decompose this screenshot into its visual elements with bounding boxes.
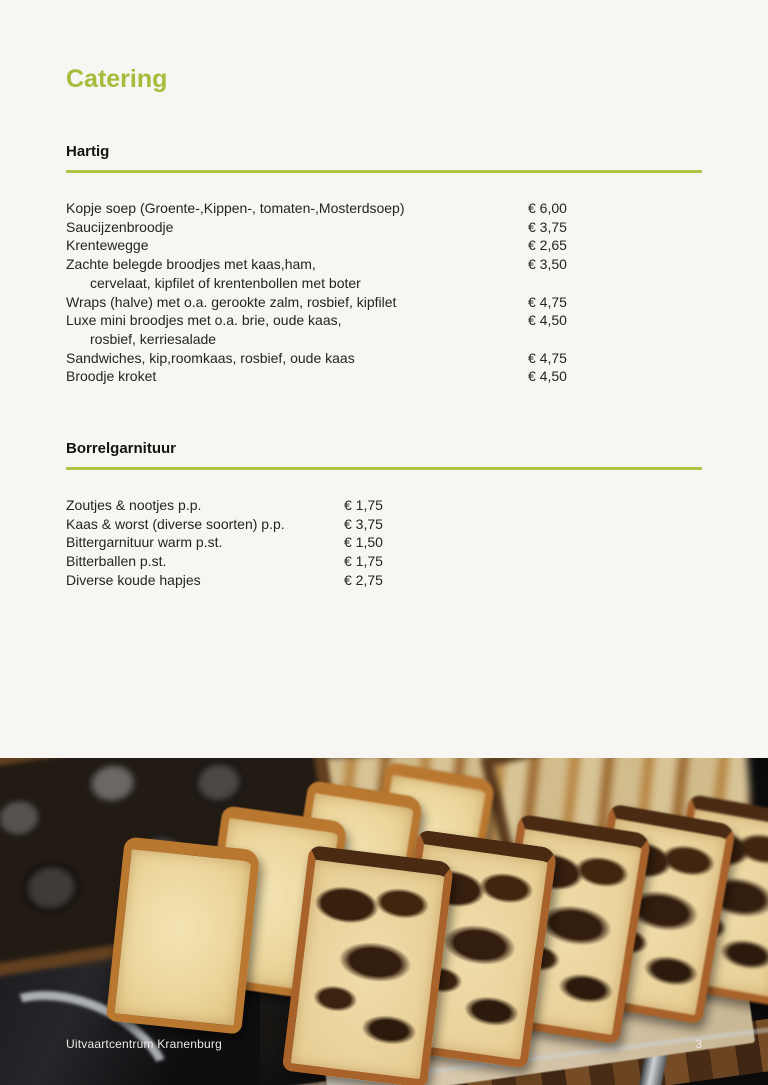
menu-item-price: € 1,75 — [344, 497, 383, 513]
menu-item — [66, 236, 702, 255]
menu-item-name: Saucijzenbroodje — [66, 218, 174, 235]
menu-item-name: Zoutjes & nootjes p.p. — [66, 497, 202, 513]
menu-item-name: Bittergarnituur warm p.st. — [66, 534, 223, 551]
menu-item-name: Krentewegge — [66, 237, 149, 254]
menu-item — [66, 311, 702, 348]
menu-item — [66, 367, 702, 386]
menu-item-price: € 3,75 — [344, 515, 383, 532]
footer-company-name: Uitvaartcentrum Kranenburg — [66, 1037, 222, 1051]
menu-item-name: Kopje soep (Groente-,Kippen-, tomaten-,Mosterdsoep) — [66, 200, 405, 216]
menu-item — [66, 349, 702, 368]
catering-photo — [0, 758, 768, 1085]
footer-page-number: 3 — [695, 1037, 702, 1051]
menu-item-name: Kaas & worst (diverse soorten) p.p. — [66, 515, 285, 532]
menu-item — [66, 255, 702, 292]
menu-item-price: € 2,65 — [528, 237, 567, 254]
menu-item — [66, 218, 702, 237]
menu-item-price: € 6,00 — [528, 200, 567, 216]
menu-item-name: Diverse koude hapjes — [66, 571, 201, 588]
menu-item — [66, 293, 702, 312]
menu-item-price: € 3,50 — [528, 256, 567, 273]
menu-item — [66, 533, 702, 552]
menu-item-name: Luxe mini broodjes met o.a. brie, oude kaas, rosbief, kerriesalade — [66, 312, 342, 347]
section-divider — [66, 467, 702, 470]
menu-item — [66, 571, 702, 590]
menu-item-name: Wraps (halve) met o.a. gerookte zalm, rosbief, kipfilet — [66, 293, 397, 310]
menu-item — [66, 552, 702, 571]
section-divider — [66, 170, 702, 173]
menu-item-name: Zachte belegde broodjes met kaas,ham, cervelaat, kipfilet of krentenbollen met boter — [66, 256, 361, 291]
menu-item-price: € 4,75 — [528, 293, 567, 310]
cake-slice — [106, 836, 261, 1034]
menu-list-hartig — [66, 199, 702, 386]
menu-item-price: € 1,75 — [344, 553, 383, 570]
menu-item-name: Bitterballen p.st. — [66, 553, 167, 570]
section-heading-borrelgarnituur: Borrelgarnituur — [66, 440, 177, 457]
menu-list-borrelgarnituur — [66, 496, 702, 590]
menu-item — [66, 515, 702, 534]
page-title: Catering — [66, 65, 168, 93]
menu-item — [66, 496, 702, 515]
menu-item-price: € 4,50 — [528, 368, 567, 385]
menu-item — [66, 199, 702, 218]
menu-item-price: € 3,75 — [528, 218, 567, 235]
menu-item-price: € 4,75 — [528, 349, 567, 366]
marble-cake-slice — [282, 845, 455, 1085]
menu-item-price: € 4,50 — [528, 312, 567, 329]
section-heading-hartig: Hartig — [66, 143, 110, 160]
menu-item-name: Broodje kroket — [66, 368, 157, 385]
menu-item-name: Sandwiches, kip,roomkaas, rosbief, oude kaas — [66, 349, 355, 366]
menu-item-price: € 1,50 — [344, 534, 383, 551]
menu-item-price: € 2,75 — [344, 571, 383, 588]
